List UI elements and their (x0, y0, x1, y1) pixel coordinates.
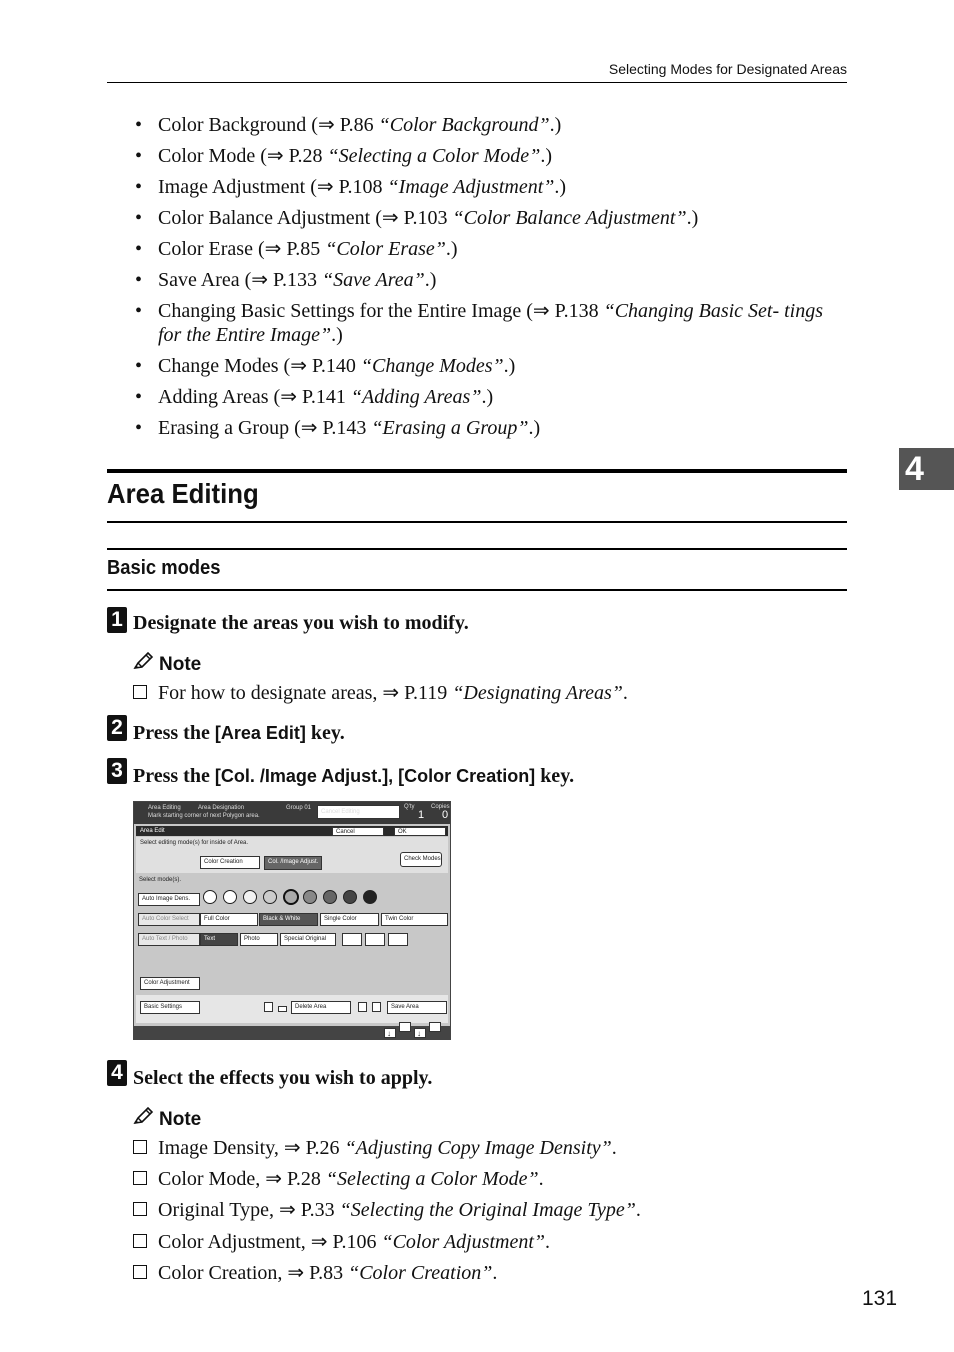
list-item (135, 416, 847, 440)
note-heading: Note (159, 654, 202, 675)
bullet-icon: • (135, 269, 143, 291)
save-area-button[interactable]: Save Area (387, 1001, 447, 1014)
step-number: 3 (107, 758, 127, 784)
header-rule (107, 82, 847, 83)
screen-group-label: Group 01 (286, 805, 312, 811)
delete-target-icon (278, 1006, 287, 1012)
screen-submode-label: Area Designation (198, 805, 245, 811)
list-item-text: Image Adjustment (⇒ P.108 (158, 176, 388, 198)
bullet-icon: • (135, 386, 143, 408)
list-item-suffix: .) (528, 417, 541, 439)
density-level-6[interactable] (303, 890, 317, 904)
cancel-button[interactable]: Cancel (332, 827, 384, 836)
screen-mode-label: Area Editing (148, 805, 181, 811)
list-item-reference: “Selecting a Color Mode” (327, 145, 541, 167)
density-level-3[interactable] (243, 890, 257, 904)
step-text: Select the effects you wish to apply. (133, 1067, 433, 1089)
note-item: Original Type, ⇒ P.33 “Selecting the Original Image Type”. (133, 1197, 641, 1222)
density-level-7[interactable] (323, 890, 337, 904)
checkbox-icon (133, 1140, 147, 1154)
auto-image-density-button[interactable]: Auto Image Dens. (138, 893, 200, 906)
step-text: Press the [Col. /Image Adjust.], [Color Creation] key. (133, 765, 575, 787)
note-item: Color Mode, ⇒ P.28 “Selecting a Color Mode”. (133, 1166, 544, 1191)
delete-area-button[interactable]: Delete Area (291, 1001, 351, 1014)
black-white-button[interactable]: Black & White (259, 913, 318, 926)
single-color-button[interactable]: Single Color (320, 913, 379, 926)
bullet-icon: • (135, 114, 143, 136)
instruction-area (136, 837, 448, 873)
section-rule-bottom (107, 521, 847, 523)
list-item-suffix: .) (554, 176, 567, 198)
list-item-reference: “Erasing a Group” (371, 417, 529, 439)
subsection-title: Basic modes (107, 557, 221, 579)
subsection-rule-bottom (107, 589, 847, 591)
list-item-reference: “Save Area” (321, 269, 425, 291)
bullet-icon: • (135, 176, 143, 198)
tab-color-creation[interactable]: Color Creation (200, 856, 260, 869)
save-target-icon (372, 1002, 381, 1012)
area-edit-bar (136, 826, 448, 836)
copies-label: Copies (431, 804, 450, 810)
checkbox-icon (133, 1202, 147, 1216)
step-text: Designate the areas you wish to modify. (133, 612, 469, 634)
list-item-reference: “Color Balance Adjustment” (452, 207, 687, 229)
list-item-suffix: .) (549, 114, 562, 136)
checkbox-icon (133, 1265, 147, 1279)
instruction-text: Select editing mode(s) for inside of Area. (140, 840, 249, 846)
reference-list (135, 113, 847, 447)
list-item (135, 237, 847, 261)
note-item: For how to designate areas, ⇒ P.119 “Designating Areas”. (133, 680, 628, 705)
list-item-reference: “Image Adjustment” (387, 176, 555, 198)
list-item-text: Color Erase (⇒ P.85 (158, 238, 326, 260)
special-original-button[interactable]: Special Original (280, 933, 336, 946)
list-item-suffix: .) (424, 269, 437, 291)
color-adjustment-button[interactable]: Color Adjustment (140, 977, 200, 990)
section-rule-top (107, 469, 847, 473)
note-heading: Note (159, 1109, 202, 1130)
text-button[interactable]: Text (200, 933, 238, 946)
bullet-icon: • (135, 238, 143, 260)
auto-text-photo-button[interactable]: Auto Text / Photo (138, 933, 200, 946)
checkbox-icon (133, 685, 147, 699)
full-color-button[interactable]: Full Color (200, 913, 258, 926)
list-item-text: Color Balance Adjustment (⇒ P.103 (158, 207, 453, 229)
step-number: 2 (107, 715, 127, 741)
list-item-suffix: .) (481, 386, 494, 408)
screen-title-bar (134, 802, 450, 824)
page-number: 131 (862, 1287, 898, 1310)
step-text: Press the [Area Edit] key. (133, 722, 345, 744)
list-item-reference: “Color Background” (378, 114, 550, 136)
density-level-2[interactable] (223, 890, 237, 904)
list-item-suffix: .) (540, 145, 552, 167)
list-item (135, 299, 847, 347)
window-icon[interactable] (429, 1022, 441, 1032)
density-level-1[interactable] (203, 890, 217, 904)
chapter-tab: 4 (899, 448, 954, 490)
list-item-suffix: .) (503, 355, 516, 377)
running-header: Selecting Modes for Designated Areas (608, 61, 847, 77)
list-item-reference: “Adding Areas” (350, 386, 482, 408)
key-name: [Area Edit] (214, 723, 306, 743)
list-item (135, 175, 847, 199)
list-item-reference: “Change Modes” (360, 355, 504, 377)
qty-label: Q'ty (404, 804, 415, 810)
qty-value: 1 (418, 809, 425, 821)
list-item (135, 206, 847, 230)
list-item-suffix: .) (445, 238, 458, 260)
copier-screen (133, 801, 451, 1040)
original-type-icon-1[interactable] (342, 933, 362, 946)
bottom-toolbar (136, 995, 448, 1023)
list-item-reference: “Color Erase” (325, 238, 446, 260)
tab-col-image-adjust[interactable]: Col. /Image Adjust. (264, 856, 322, 870)
ok-button[interactable]: OK (394, 827, 446, 836)
area-edit-label: Area Edit (140, 828, 165, 834)
list-item-text: Color Background (⇒ P.86 (158, 114, 379, 136)
screen-message: Mark starting corner of next Polygon area. (148, 813, 260, 819)
list-item (135, 268, 847, 292)
note-item: Color Creation, ⇒ P.83 “Color Creation”. (133, 1260, 497, 1285)
bullet-icon: • (135, 300, 143, 322)
arrow-down-icon[interactable]: ↓ (384, 1028, 396, 1038)
window-icon[interactable] (399, 1022, 411, 1032)
list-item-suffix: .) (686, 207, 699, 229)
bullet-icon: • (135, 207, 143, 229)
list-item-text: Adding Areas (⇒ P.141 (158, 386, 351, 408)
check-modes-button[interactable]: Check Modes (400, 852, 442, 867)
density-level-5[interactable] (283, 889, 299, 905)
step-number: 1 (107, 607, 127, 633)
auto-color-select-button[interactable]: Auto Color Select (138, 913, 200, 926)
section-title: Area Editing (107, 478, 259, 509)
delete-icon (264, 1002, 273, 1012)
status-bar (134, 1026, 450, 1039)
original-type-icon-2[interactable] (365, 933, 385, 946)
basic-settings-button[interactable]: Basic Settings (140, 1001, 200, 1014)
note-item: Image Density, ⇒ P.26 “Adjusting Copy Image Density”. (133, 1135, 617, 1160)
copies-value: 0 (442, 809, 449, 821)
list-item-text: Save Area (⇒ P.133 (158, 269, 322, 291)
list-item-suffix: .) (331, 324, 343, 346)
list-item-text: Changing Basic Settings for the Entire Image (⇒ P.138 (158, 300, 604, 322)
key-name: [Col. /Image Adjust.], [Color Creation] (214, 766, 536, 786)
select-modes-label: Select mode(s). (139, 877, 182, 883)
checkbox-icon (133, 1234, 147, 1248)
list-item-text: Change Modes (⇒ P.140 (158, 355, 361, 377)
density-level-4[interactable] (263, 890, 277, 904)
pencil-icon (133, 1106, 155, 1132)
original-type-icon-3[interactable] (388, 933, 408, 946)
list-item (135, 385, 847, 409)
pencil-icon (133, 651, 155, 677)
cancel-editing-button[interactable]: Cancel Editing (317, 805, 400, 819)
note-item: Color Adjustment, ⇒ P.106 “Color Adjustment”. (133, 1229, 550, 1254)
bullet-icon: • (135, 417, 143, 439)
list-item (135, 354, 847, 378)
density-level-8[interactable] (343, 890, 357, 904)
list-item-text: Color Mode (⇒ P.28 (158, 145, 328, 167)
bullet-icon: • (135, 145, 143, 167)
arrow-down-icon[interactable]: ↓ (414, 1028, 426, 1038)
photo-button[interactable]: Photo (240, 933, 278, 946)
list-item-reference: “Changing Basic Set- tings for the Entire Image” (158, 300, 824, 346)
list-item (135, 144, 847, 168)
list-item-text: Erasing a Group (⇒ P.143 (158, 417, 372, 439)
list-item (135, 113, 847, 137)
twin-color-button[interactable]: Twin Color (381, 913, 448, 926)
bullet-icon: • (135, 355, 143, 377)
step-number: 4 (107, 1060, 127, 1086)
save-icon (358, 1002, 367, 1012)
density-level-9[interactable] (363, 890, 377, 904)
checkbox-icon (133, 1171, 147, 1185)
subsection-rule-top (107, 548, 847, 550)
